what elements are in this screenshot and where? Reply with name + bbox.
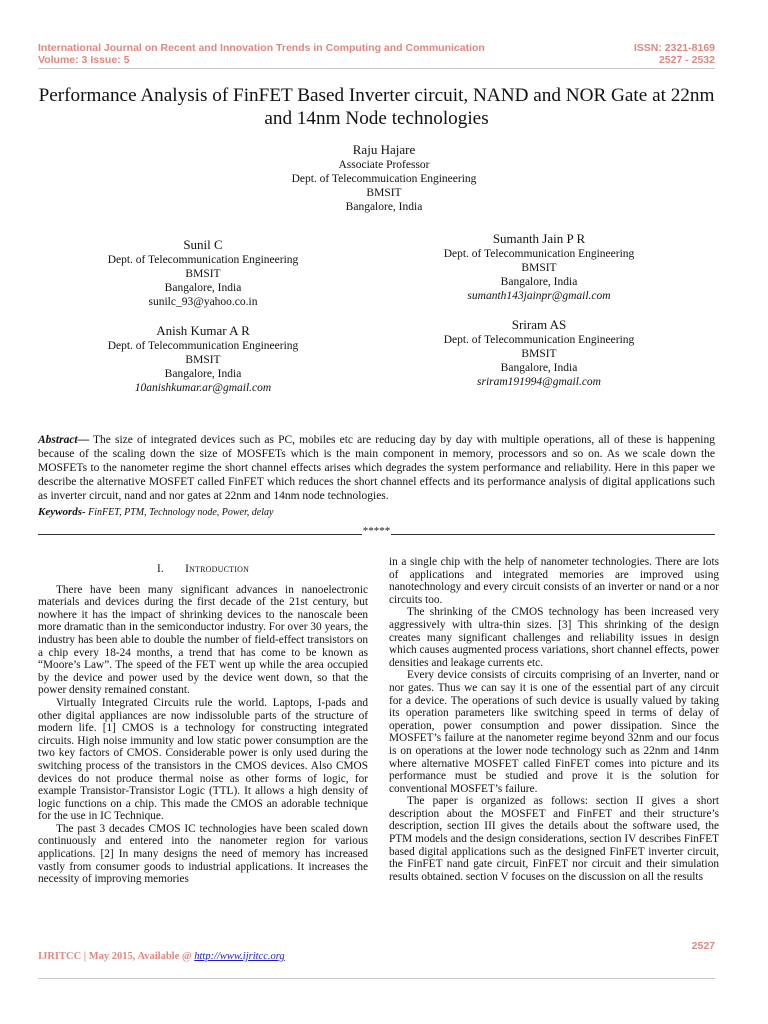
abstract [38, 433, 715, 503]
author-email: 10anishkumar.ar@gmail.com [134, 382, 272, 394]
journal-header [38, 42, 485, 66]
author-location: Bangalore, India [500, 276, 578, 288]
right-column [389, 556, 719, 883]
author-position: Associate Professor [338, 159, 430, 171]
page-range: 2527 - 2532 [658, 54, 715, 66]
author-anish [53, 322, 353, 395]
header-divider [38, 68, 715, 69]
footer-link[interactable]: http://www.ijritcc.org [194, 951, 285, 962]
section-separator [38, 525, 715, 537]
separator-stars: ***** [362, 525, 391, 537]
author-location: Bangalore, India [164, 368, 242, 380]
abstract-text: The size of integrated devices such as PC, mobiles etc are reducing day by day with multiple operations, all of these is happening because of the scaling down the size of MOSFETs which is the main component in memory, processors and so on. As we scale down the MOSFETs to the nanometer regime the short channel effects arises which degrades the system performance and reliability. Here in this paper we describe the alternative MOSFET called FinFET which reduces the short channel effects and its performance analysis of digital applications such as inverter circuit, nand and nor gates at 22nm and 14nm node technologies. [38, 434, 715, 503]
author-raju [234, 141, 534, 214]
author-sriram [389, 316, 689, 389]
author-name: Anish Kumar A R [156, 323, 250, 338]
author-dept: Dept. of Telecommunication Engineering [107, 254, 299, 266]
author-email: sumanth143jainpr@gmail.com [467, 290, 611, 302]
keywords-value: FinFET, PTM, Technology node, Power, delay [85, 507, 274, 518]
footer [38, 951, 285, 962]
keywords-label: Keywords- [38, 506, 86, 518]
author-name: Raju Hajare [352, 142, 416, 157]
paragraph: There have been many significant advances in nanoelectronic materials and devices during the first decade of the 21st century, but nowhere it has the impact of shrinking devices to the nanoscale been more dramatic than in the semiconductor industry. For over 30 years, the industry has been able to double the number of field-effect transistors on a chip every 18-24 months, a trend that has come to be known as “Moore’s Law”. The speed of the FET went up while the area occupied by the device and power used by the device went down, so that the power density remained constant. [38, 583, 368, 697]
issn-header [634, 42, 715, 66]
author-dept: Dept. of Telecommunication Engineering [443, 248, 635, 260]
paragraph: in a single chip with the help of nanometer technologies. There are lots of applications and integrated memories are improved using nanotechnology and every circuit consists of an inverter or nand or a nor circuits too. [389, 556, 719, 606]
section-heading [38, 563, 368, 576]
section-number: I. [156, 563, 164, 575]
paper-title: Performance Analysis of FinFET Based Inverter circuit, NAND and NOR Gate at 22nm and 14nm Node technologies [38, 85, 715, 129]
journal-name: International Journal on Recent and Innovation Trends in Computing and Communication [38, 42, 485, 54]
keywords [38, 506, 273, 518]
author-sunil [53, 236, 353, 309]
author-institute: BMSIT [366, 187, 402, 199]
author-dept: Dept. of Telecommunication Engineering [107, 340, 299, 352]
author-institute: BMSIT [185, 268, 221, 280]
footer-text: IJRITCC | May 2015, Available @ [38, 951, 195, 962]
author-location: Bangalore, India [345, 201, 423, 213]
author-dept: Dept. of Telecommunication Engineering [443, 334, 635, 346]
footer-divider [38, 978, 715, 979]
paragraph: Virtually Integrated Circuits rule the world. Laptops, I-pads and other digital appliances are now indissoluble parts of the structure of modern life. [1] CMOS is a technology for constructing integrated circuits. High noise immunity and low static power consumption are the two key factors of CMOS. Considerable power is only used during the switching process of the transistors in the CMOS devices. Also CMOS devices do not produce thermal noise as other forms of logic, for example Transistor-Transistor Logic (TTL). It allows a high density of logic functions on a chip. This made the CMOS an adorable technique for the use in IC Technique. [38, 696, 368, 823]
paragraph: The paper is organized as follows: section II gives a short description about the MOSFET and FinFET and their structure’s description, section III gives the details about the software used, the PTM models and the design considerations, section IV describes FinFET based digital applications such as the designed FinFET inverter circuit, the FinFET nand gate circuit, FinFET nor circuit and their simulation results obtained. section V focuses on the discussion on all the results [389, 795, 719, 883]
issn: ISSN: 2321-8169 [633, 42, 715, 54]
journal-volume: Volume: 3 Issue: 5 [38, 54, 130, 66]
author-institute: BMSIT [521, 348, 557, 360]
author-sumanth [389, 230, 689, 303]
author-location: Bangalore, India [500, 362, 578, 374]
page-number: 2527 [691, 940, 715, 952]
paragraph: The past 3 decades CMOS IC technologies have been scaled down continuously and entered into the nanometer region for various applications. [2] In many designs the need of memory has increased vastly from consumer goods to industrial applications. It increases the necessity of improving memories [38, 822, 368, 886]
paragraph: Every device consists of circuits comprising of an Inverter, nand or nor gates. Thus we can say it is one of the essential part of any circuit for a device. The operations of such device is usually valued by taking its operation parameters like switching speed in terms of delay of operation, power consumption and power dissipation. Since the MOSFET’s failure at the nanometer regime beyond 32nm and our focus is on operations at the lower node technology such as 22nm and 14nm where alternative MOSFET called FinFET comes into picture and its performance must be studied and prove it is the solution for conventional MOSFET’s failure. [389, 669, 719, 795]
author-institute: BMSIT [185, 354, 221, 366]
author-dept: Dept. of Telecommuication Engineering [291, 173, 477, 185]
left-column [38, 553, 368, 886]
author-name: Sunil C [183, 237, 223, 252]
author-email: sriram191994@gmail.com [477, 376, 601, 388]
abstract-label: Abstract— [38, 434, 90, 446]
section-title: Introduction [185, 563, 250, 575]
paragraph: The shrinking of the CMOS technology has been increased very aggressively with ultra-thin sizes. [3] This shrinking of the design creates many significant challenges and reliability issues in design which causes augmented process variations, short channel effects, power densities and leakage currents etc. [389, 606, 719, 669]
author-location: Bangalore, India [164, 282, 242, 294]
author-name: Sumanth Jain P R [492, 231, 586, 246]
author-name: Sriram AS [511, 317, 567, 332]
author-email: sunilc_93@yahoo.co.in [148, 296, 258, 308]
author-institute: BMSIT [521, 262, 557, 274]
